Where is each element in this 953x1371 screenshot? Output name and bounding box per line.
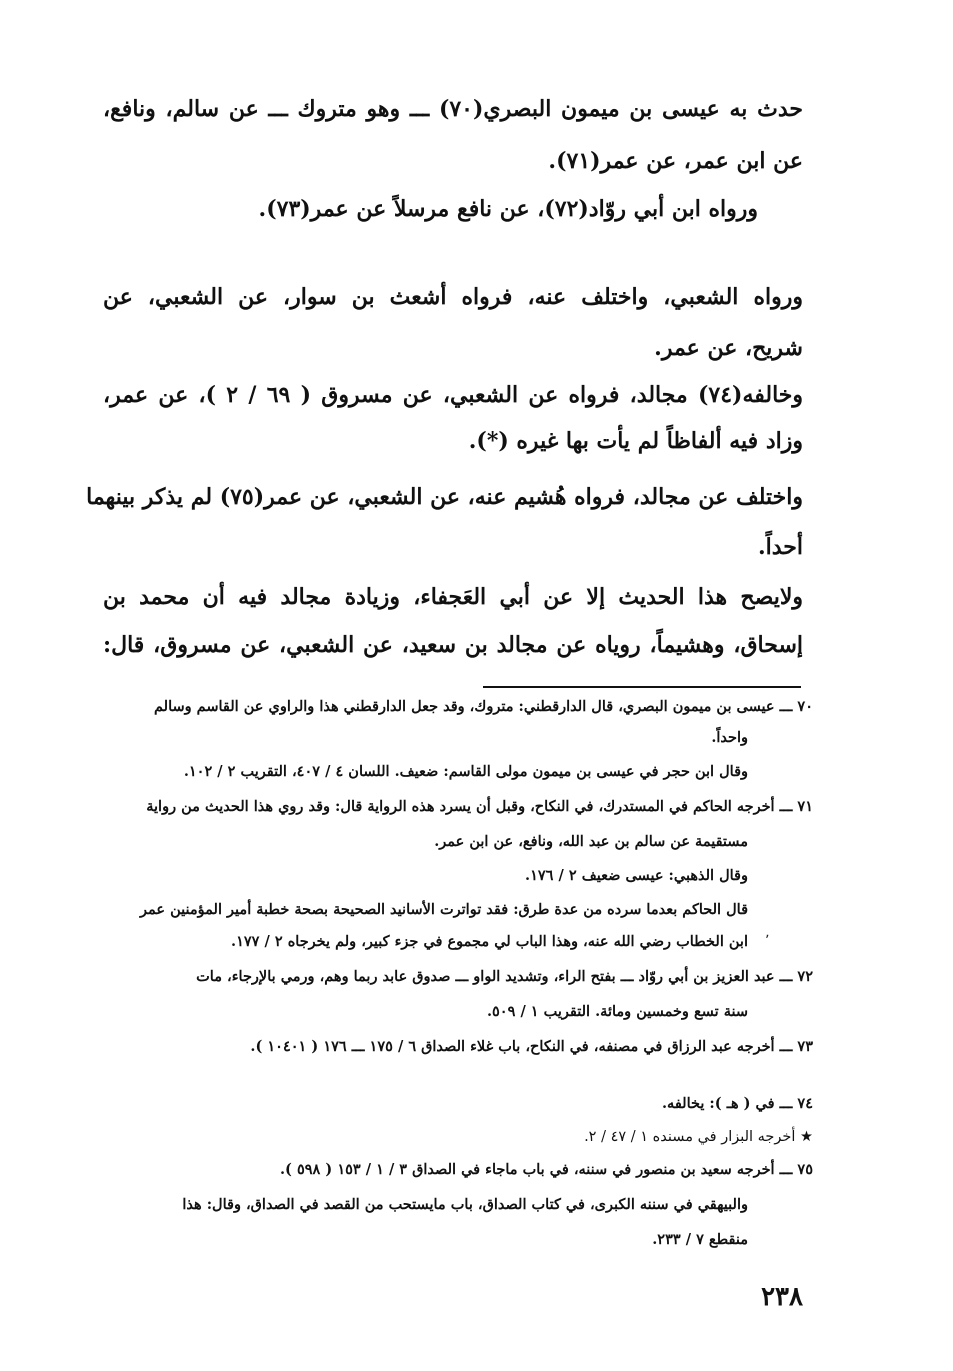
margin-mark: ٬ bbox=[765, 933, 770, 949]
footnote-70-line-3: وقال ابن حجر في عيسى بن ميمون مولى القاسم: ضعيف. اللسان ٤ / ٤٠٧، التقريب ٢ / ١٠٢. bbox=[183, 763, 748, 780]
main-line-8: واختلف عن مجالد، فرواه هُشيم عنه، عن الشعبي، عن عمر(٧٥) لم يذكر بينهما bbox=[86, 484, 803, 510]
footnote-71-line-5: ابن الخطاب رضي الله عنه، وهذا الباب لي مجموع في جزء كبير، ولم يخرجاه ٢ / ١٧٧. bbox=[231, 933, 748, 950]
footnote-71-line-2: مستقيمة عن سالم بن عبد الله، ونافع، عن ابن عمر. bbox=[434, 833, 748, 850]
main-line-2: عن ابن عمر، عن عمر(٧١). bbox=[548, 148, 803, 174]
footnote-71-line-1: ٧١ ـــ أخرجه الحاكم في المستدرك، في النكاح، وقبل أن يسرد هذه الرواية قال: وقد روي هذا الحديث من رواية bbox=[146, 798, 813, 815]
footnote-75-line-3: منقطع ٧ / ٢٣٣. bbox=[652, 1231, 748, 1248]
footnote-71-line-4: قال الحاكم بعدما سرده من عدة طرق: فقد تواترت الأسانيد الصحيحة بصحة خطبة أمير المؤمنين عمر bbox=[140, 901, 748, 918]
footnote-70-line-2: واحداً. bbox=[711, 729, 748, 746]
page-number: ٢٣٨ bbox=[761, 1282, 803, 1312]
main-line-4: ورواه الشعبي، واختلف عنه، فرواه أشعث بن سوار، عن الشعبي، عن bbox=[103, 284, 803, 310]
main-line-1: حدث به عيسى بن ميمون البصري(٧٠) ـــ وهو متروك ـــ عن سالم، ونافع، bbox=[103, 96, 803, 122]
footnote-70-line-1: ٧٠ ـــ عيسى بن ميمون البصري، قال الدارقطني: متروك، وقد جعل الدارقطني هذا والراوي عن القاسم وسالم bbox=[154, 698, 813, 715]
main-line-5: شريح، عن عمر. bbox=[654, 335, 803, 361]
main-line-6: وخالفه(٧٤) مجالد، فرواه عن الشعبي، عن مسروق ( ٦٩ / ٢ )، عن عمر، bbox=[103, 382, 803, 408]
footnote-72-line-1: ٧٢ ـــ عبد العزيز بن أبي روّاد ـــ بفتح الراء، وتشديد الواو ـــ صدوق عابد ربما وهم، ورمي بالإرجاء، مات bbox=[196, 968, 813, 985]
footnote-75-line-2: والبيهقي في سننه الكبرى، في كتاب الصداق، باب مايستحب من القصد في الصداق، وقال: هذا bbox=[182, 1196, 748, 1213]
main-line-11: إسحاق، وهشيماً، روياه عن مجالد بن سعيد، عن الشعبي، عن مسروق، قال: bbox=[103, 632, 803, 658]
footnote-72-line-2: سنة تسع وخمسين ومائة. التقريب ١ / ٥٠٩. bbox=[486, 1003, 748, 1020]
main-line-10: ولايصح هذا الحديث إلا عن أبي العَجفاء، وزيادة مجالد فيه أن محمد بن bbox=[103, 584, 803, 610]
footnote-74-line-1: ٧٤ ـــ في ( هـ ): يخالفه. bbox=[662, 1095, 813, 1112]
main-line-9: أحداً. bbox=[757, 534, 803, 560]
main-line-3: ورواه ابن أبي روّاد(٧٢)، عن نافع مرسلاً عن عمر(٧٣). bbox=[258, 196, 758, 222]
footnote-separator bbox=[483, 686, 801, 688]
footnote-star-line-1: ★ أخرجه البزار في مسنده ١ / ٤٧ / ٢. bbox=[584, 1129, 813, 1145]
main-line-7: وزاد فيه ألفاظاً لم يأت بها غيره (*). bbox=[468, 428, 803, 454]
footnote-75-line-1: ٧٥ ـــ أخرجه سعيد بن منصور في سننه، في باب ماجاء في الصداق ٣ / ١ / ١٥٣ ( ٥٩٨ ). bbox=[280, 1161, 813, 1178]
footnote-73-line-1: ٧٣ ـــ أخرجه عبد الرزاق في مصنفه، في النكاح، باب غلاء الصداق ٦ / ١٧٥ ـــ ١٧٦ ( ١٠٤٠١ ). bbox=[250, 1038, 813, 1055]
footnote-71-line-3: وقال الذهبي: عيسى ضعيف ٢ / ١٧٦. bbox=[525, 867, 748, 884]
